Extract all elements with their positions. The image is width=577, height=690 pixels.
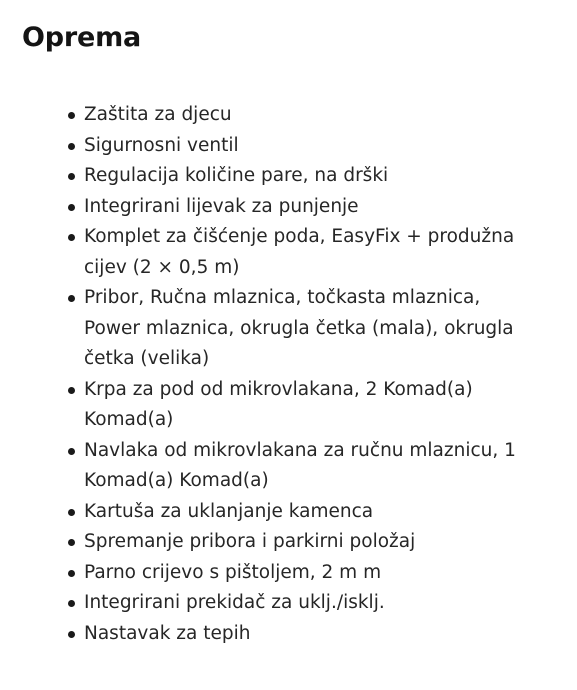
- list-item-text: Parno crijevo s pištoljem, 2 m m: [84, 561, 382, 583]
- list-item-text: Pribor, Ručna mlaznica, točkasta mlaznica, Power mlaznica, okrugla četka (mala), okrugla četka (velika): [84, 287, 514, 369]
- list-item-text: Navlaka od mikrovlakana za ručnu mlaznicu, 1 Komad(a) Komad(a): [84, 439, 516, 491]
- list-item-text: Zaštita za djecu: [84, 104, 232, 125]
- bullet-icon: [68, 539, 75, 546]
- list-item-text: Komplet za čišćenje poda, EasyFix + produžna cijev (2 × 0,5 m): [84, 226, 515, 278]
- bullet-icon: [68, 570, 75, 577]
- list-item-text: Nastavak za tepih: [84, 622, 251, 644]
- list-item-text: Krpa za pod od mikrovlakana, 2 Komad(a) Komad(a): [84, 378, 473, 430]
- list-item-text: Integrirani lijevak za punjenje: [84, 195, 359, 217]
- bullet-icon: [68, 234, 75, 241]
- list-item: [84, 619, 557, 650]
- bullet-icon: [68, 448, 75, 455]
- list-item-text: Sigurnosni ventil: [84, 134, 239, 156]
- bullet-icon: [68, 143, 75, 150]
- list-item: [84, 558, 557, 589]
- list-item: [84, 497, 557, 528]
- list-item-text: Kartuša za uklanjanje kamenca: [84, 500, 374, 522]
- list-item: [84, 527, 557, 558]
- list-item: [84, 436, 557, 497]
- list-item: [84, 131, 557, 162]
- bullet-icon: [68, 631, 75, 638]
- list-item: [84, 283, 557, 375]
- list-item: [84, 192, 557, 223]
- bullet-icon: [68, 295, 75, 302]
- list-item-text: Regulacija količine pare, na drški: [84, 165, 389, 186]
- bullet-icon: [68, 600, 75, 607]
- bullet-icon: [68, 112, 75, 119]
- list-item: [84, 100, 557, 131]
- bullet-icon: [68, 173, 75, 180]
- bullet-icon: [68, 387, 75, 394]
- list-item-text: Spremanje pribora i parkirni položaj: [84, 531, 416, 552]
- list-item: [84, 588, 557, 619]
- list-item: [84, 375, 557, 436]
- list-item: [84, 161, 557, 192]
- equipment-list: [22, 100, 557, 649]
- list-item-text: Integrirani prekidač za uklj./isklj.: [84, 592, 385, 613]
- bullet-icon: [68, 509, 75, 516]
- bullet-icon: [68, 204, 75, 211]
- section-title: Oprema: [22, 22, 142, 53]
- list-item: [84, 222, 557, 283]
